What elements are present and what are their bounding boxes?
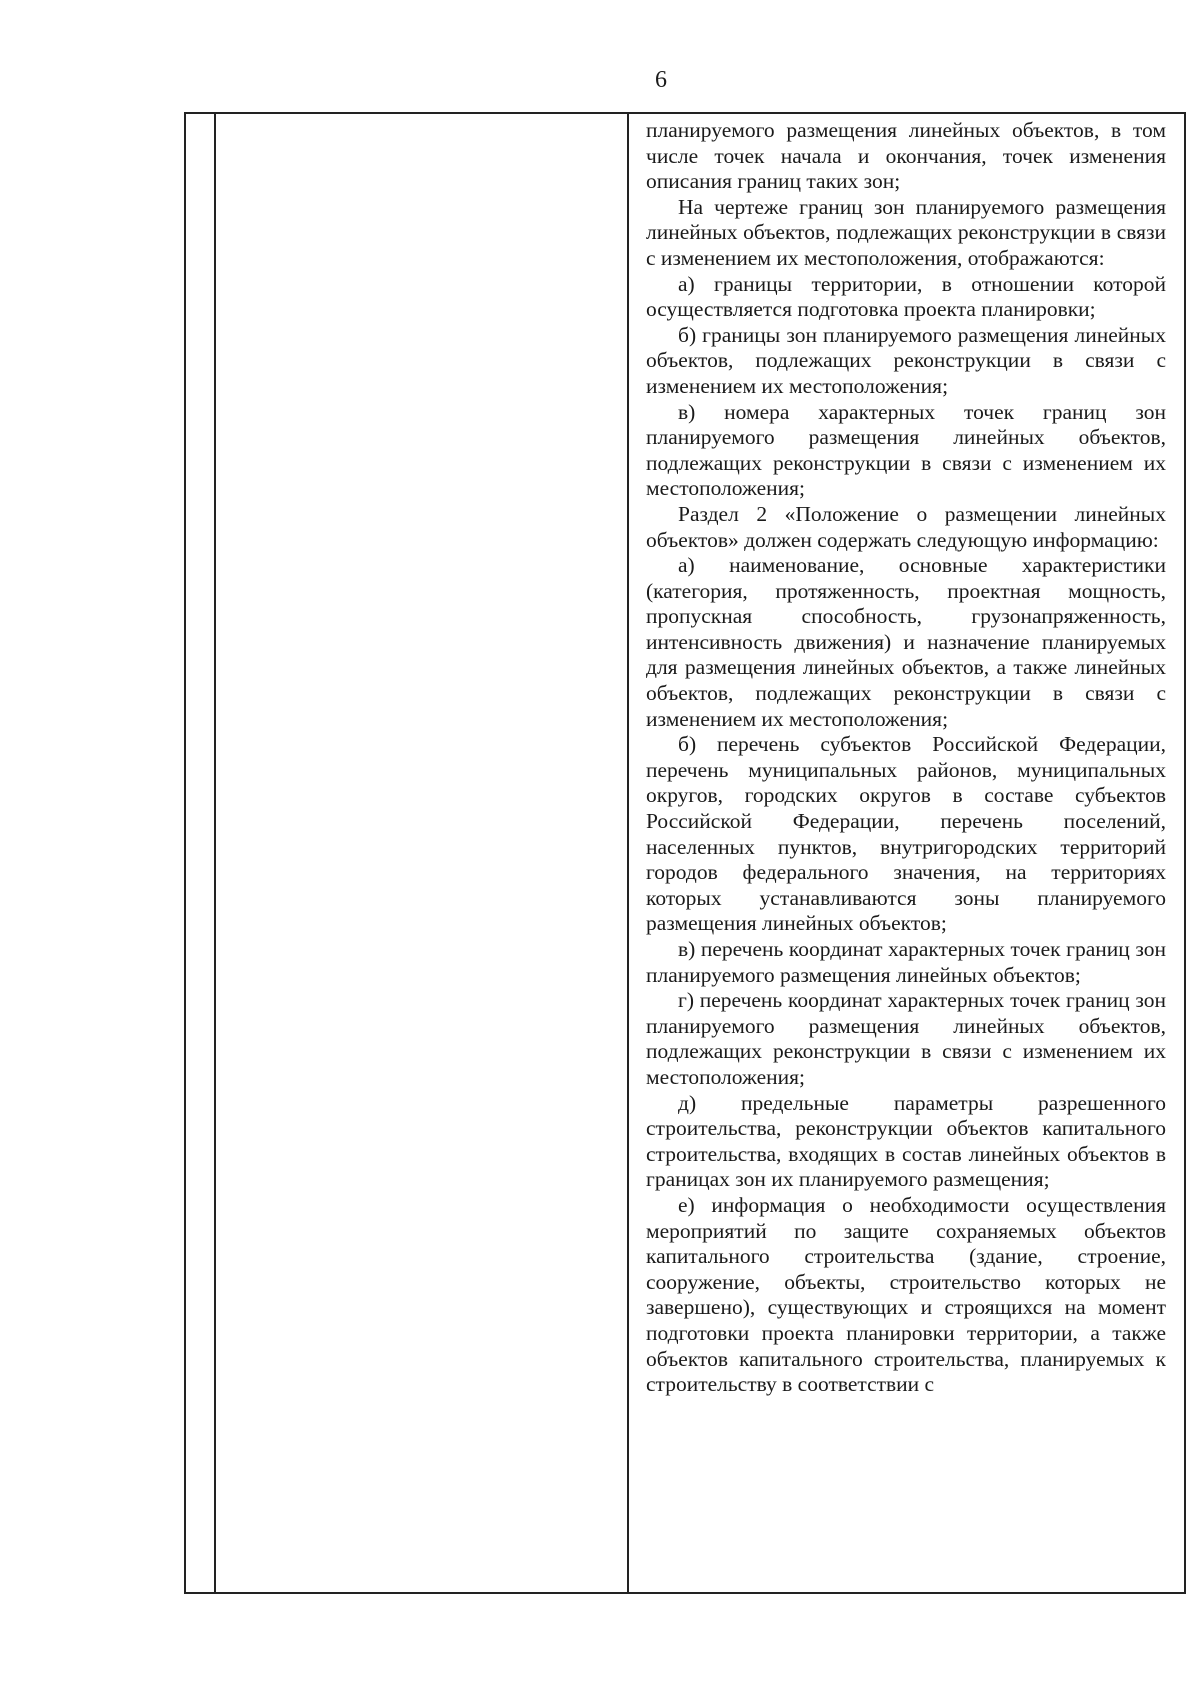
paragraph: Раздел 2 «Положение о размещении линейных объектов» должен содержать следующую информацию:: [646, 501, 1166, 552]
page-number: 6: [655, 67, 667, 93]
table-column-divider: [627, 114, 629, 1592]
paragraph: На чертеже границ зон планируемого размещения линейных объектов, подлежащих реконструкции в связи с изменением их местоположения, отображаются:: [646, 194, 1166, 270]
paragraph: г) перечень координат характерных точек границ зон планируемого размещения линейных объектов, подлежащих реконструкции в связи с изменением их местоположения;: [646, 988, 1166, 1089]
paragraph: а) границы территории, в отношении которой осуществляется подготовка проекта планировки;: [646, 271, 1166, 322]
paragraph: а) наименование, основные характеристики (категория, протяженность, проектная мощность, пропускная способность, грузонапряженность, интенсивность движения) и назначение планируемых для размещения линейных объектов, а также линейных объектов, подлежащих реконструкции в связи с изменением их местоположения;: [646, 553, 1166, 731]
paragraph: в) номера характерных точек границ зон планируемого размещения линейных объектов, подлежащих реконструкции в связи с изменением их местоположения;: [646, 399, 1166, 501]
document-table: [184, 112, 1186, 1594]
paragraph: б) границы зон планируемого размещения линейных объектов, подлежащих реконструкции в связи с изменением их местоположения;: [646, 322, 1166, 398]
paragraph: е) информация о необходимости осуществления мероприятий по защите сохраняемых объектов капитального строительства (здание, строение, сооружение, объекты, строительство которых не завершено), существующих и строящихся на момент подготовки проекта планировки территории, а также объектов капитального строительства, планируемых к строительству в соответствии с: [646, 1192, 1166, 1397]
paragraph: д) предельные параметры разрешенного строительства, реконструкции объектов капитального строительства, входящих в состав линейных объектов в границах зон их планируемого размещения;: [646, 1090, 1166, 1192]
table-text-cell: [646, 118, 1166, 1398]
table-column-divider: [214, 114, 216, 1592]
paragraph: б) перечень субъектов Российской Федерации, перечень муниципальных районов, муниципальных округов, городских округов в составе субъектов Российской Федерации, перечень поселений, населенных пунктов, внутригородских территорий городов федерального значения, на территориях которых устанавливаются зоны планируемого размещения линейных объектов;: [646, 732, 1166, 936]
paragraph: в) перечень координат характерных точек границ зон планируемого размещения линейных объектов;: [646, 937, 1166, 987]
paragraph: планируемого размещения линейных объектов, в том числе точек начала и окончания, точек изменения описания границ таких зон;: [646, 118, 1166, 194]
